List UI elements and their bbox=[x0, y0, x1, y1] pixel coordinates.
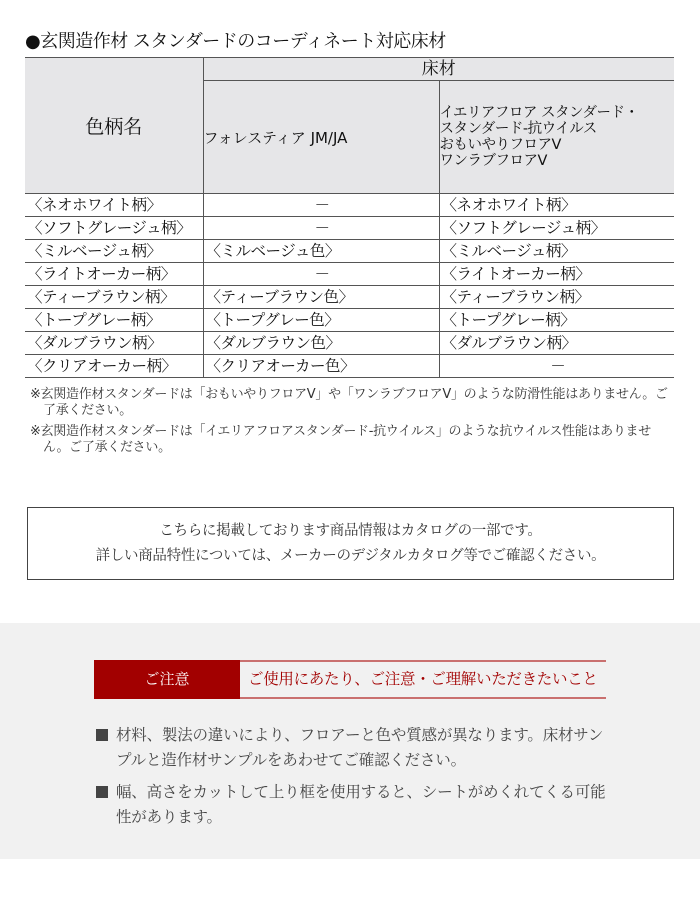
catalog-info-line: 詳しい商品特性については、メーカーのデジタルカタログ等でご確認ください。 bbox=[95, 548, 606, 564]
square-bullet-icon bbox=[96, 786, 108, 798]
cell-color: 〈ネオホワイト柄〉 bbox=[25, 194, 203, 217]
catalog-info-box bbox=[27, 507, 674, 580]
product-line: フォレスティア JM/JA bbox=[203, 128, 348, 147]
caution-tag: ご注意 bbox=[94, 660, 240, 699]
list-item bbox=[94, 723, 614, 773]
cell-color: 〈ソフトグレージュ柄〉 bbox=[25, 217, 203, 240]
product-line: ワンラブフロアV bbox=[439, 153, 547, 169]
caution-text: 幅、高さをカットして上り框を使用すると、シートがめくれてくる可能性があります。 bbox=[116, 783, 606, 826]
cell-ieria: 〈ライトオーカー柄〉 bbox=[439, 263, 674, 286]
table-row bbox=[25, 194, 674, 217]
cell-forestia: － bbox=[203, 217, 439, 240]
table-row bbox=[25, 332, 674, 355]
cell-color: 〈クリアオーカー柄〉 bbox=[25, 355, 203, 378]
table-row bbox=[25, 355, 674, 378]
cell-ieria: 〈ダルブラウン柄〉 bbox=[439, 332, 674, 355]
cell-forestia: － bbox=[203, 194, 439, 217]
divider bbox=[240, 697, 606, 699]
header-product-ieria bbox=[439, 81, 674, 194]
header-product-forestia bbox=[203, 81, 439, 194]
footnotes bbox=[30, 387, 675, 461]
cell-forestia: 〈トープグレー色〉 bbox=[203, 309, 439, 332]
table-row bbox=[25, 263, 674, 286]
caution-list bbox=[94, 723, 614, 837]
cell-forestia: 〈ティーブラウン色〉 bbox=[203, 286, 439, 309]
cell-ieria: 〈ソフトグレージュ柄〉 bbox=[439, 217, 674, 240]
catalog-info-line: こちらに掲載しております商品情報はカタログの一部です。 bbox=[159, 523, 542, 539]
cell-forestia: 〈ダルブラウン色〉 bbox=[203, 332, 439, 355]
list-item bbox=[94, 780, 614, 830]
table-row bbox=[25, 286, 674, 309]
table-row bbox=[25, 217, 674, 240]
square-bullet-icon bbox=[96, 729, 108, 741]
header-floor: 床材 bbox=[203, 58, 674, 81]
cell-color: 〈ミルベージュ柄〉 bbox=[25, 240, 203, 263]
footnote-slip-resistance: ※玄関造作材スタンダードは「おもいやりフロアV」や「ワンラブフロアV」のような防滑性能はありません。ご了承ください。 bbox=[30, 387, 668, 418]
cell-forestia: － bbox=[203, 263, 439, 286]
footnote-antiviral: ※玄関造作材スタンダードは「イエリアフロアスタンダード-抗ウイルス」のような抗ウイルス性能はありません。ご了承ください。 bbox=[30, 424, 651, 455]
product-line: おもいやりフロアV bbox=[439, 137, 561, 153]
table-row bbox=[25, 240, 674, 263]
cell-ieria: 〈トープグレー柄〉 bbox=[439, 309, 674, 332]
header-color-name: 色柄名 bbox=[25, 58, 203, 194]
coordinate-table bbox=[25, 57, 674, 378]
table-row bbox=[25, 309, 674, 332]
cell-color: 〈ダルブラウン柄〉 bbox=[25, 332, 203, 355]
cell-ieria: － bbox=[439, 355, 674, 378]
cell-ieria: 〈ネオホワイト柄〉 bbox=[439, 194, 674, 217]
page-title: ●玄関造作材 スタンダードのコーディネート対応床材 bbox=[25, 31, 446, 52]
cell-ieria: 〈ティーブラウン柄〉 bbox=[439, 286, 674, 309]
caution-header bbox=[94, 660, 606, 699]
caution-heading: ご使用にあたり、ご注意・ご理解いただきたいこと bbox=[248, 670, 598, 688]
cell-ieria: 〈ミルベージュ柄〉 bbox=[439, 240, 674, 263]
cell-forestia: 〈ミルベージュ色〉 bbox=[203, 240, 439, 263]
caution-section bbox=[0, 623, 700, 859]
cell-color: 〈トープグレー柄〉 bbox=[25, 309, 203, 332]
cell-color: 〈ティーブラウン柄〉 bbox=[25, 286, 203, 309]
caution-text: 材料、製法の違いにより、フロアーと色や質感が異なります。床材サンプルと造作材サンプルをあわせてご確認ください。 bbox=[116, 726, 604, 769]
cell-color: 〈ライトオーカー柄〉 bbox=[25, 263, 203, 286]
product-line: イエリアフロア スタンダード・ bbox=[439, 105, 639, 121]
cell-forestia: 〈クリアオーカー色〉 bbox=[203, 355, 439, 378]
product-line: スタンダード-抗ウイルス bbox=[439, 121, 597, 137]
